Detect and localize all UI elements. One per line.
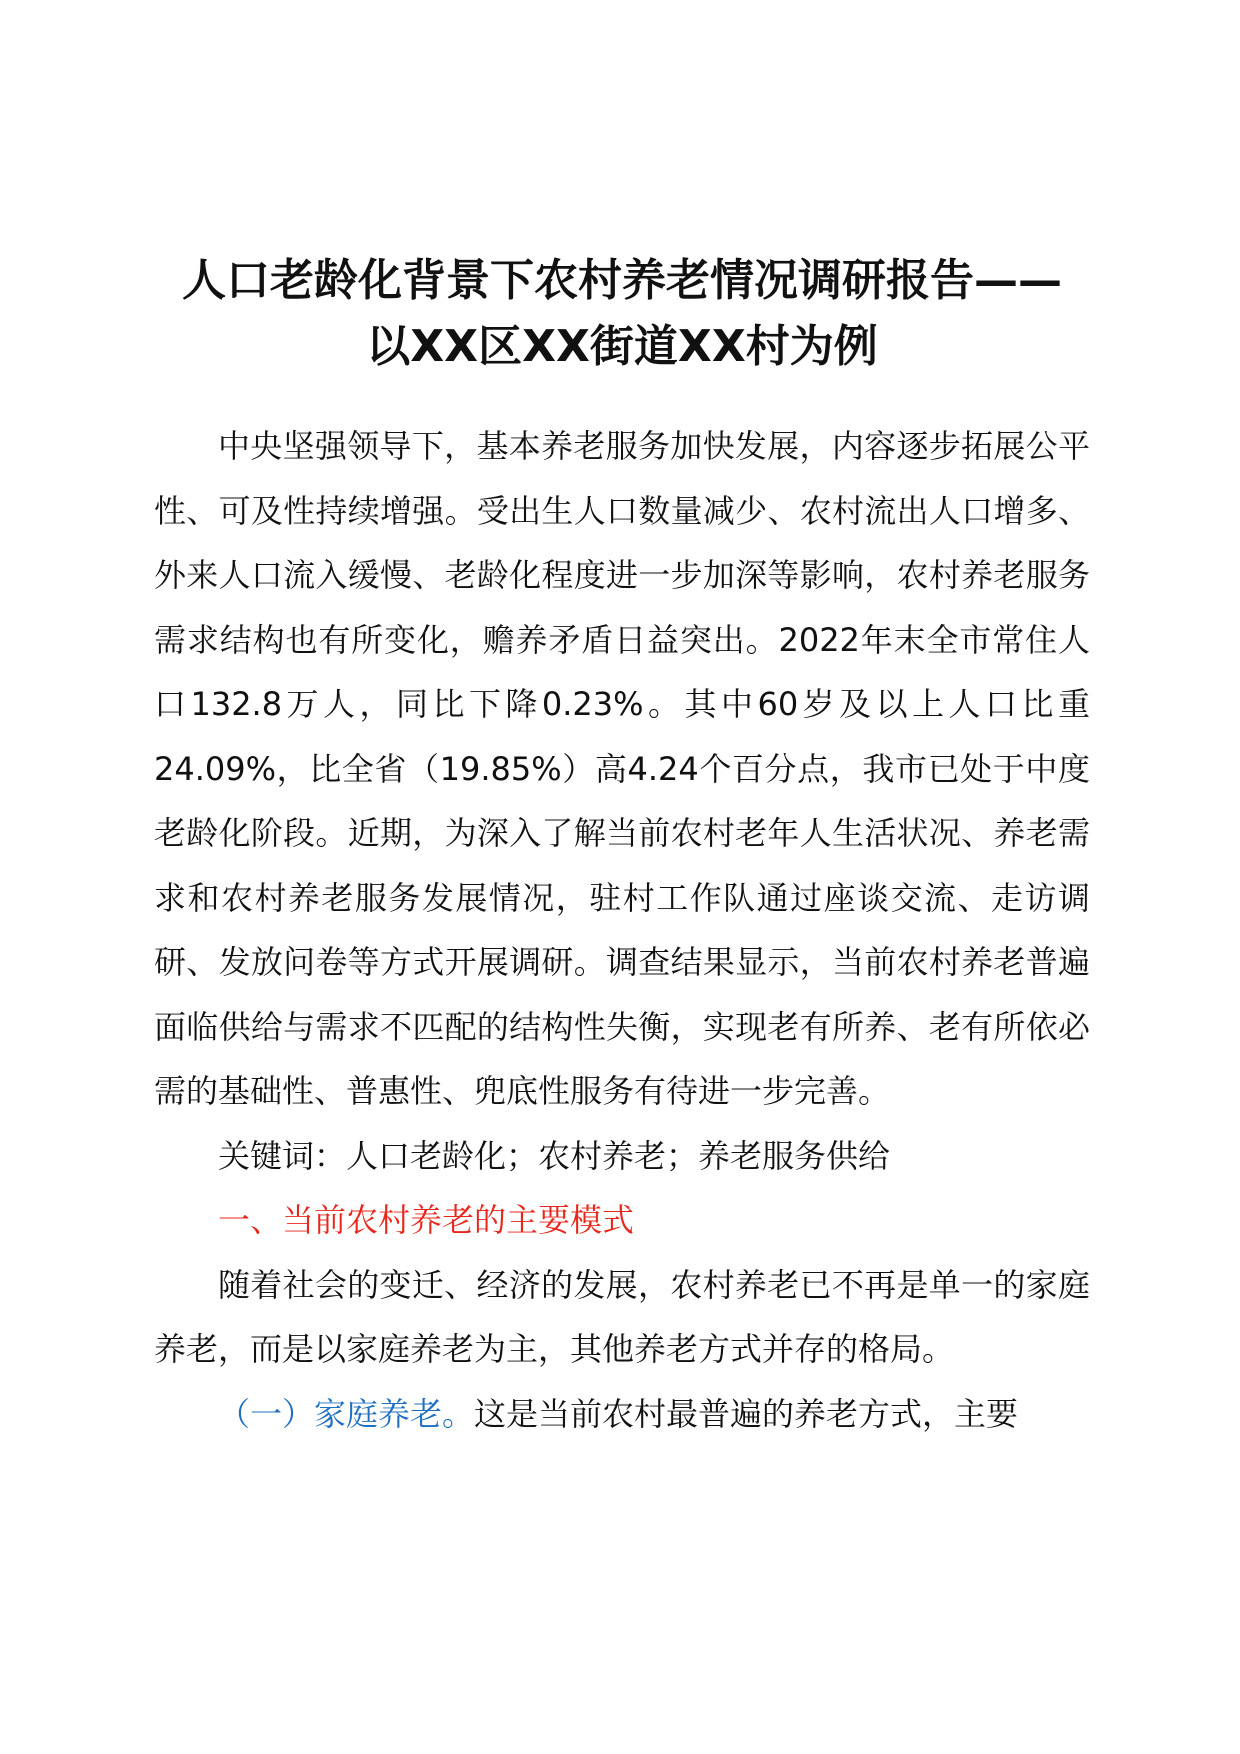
title-line-2: 以XX区XX街道XX村为例: [366, 321, 878, 372]
title-line-1: 人口老龄化背景下农村养老情况调研报告——: [182, 255, 1062, 306]
document-title: [154, 248, 1090, 380]
subsection-1-paragraph: [154, 1382, 1090, 1447]
section-1-heading: 一、当前农村养老的主要模式: [218, 1201, 635, 1239]
section-1-paragraph: 随着社会的变迁、经济的发展，农村养老已不再是单一的家庭养老，而是以家庭养老为主，其他养老方式并存的格局。: [154, 1265, 1090, 1368]
keywords-line: 关键词：人口老龄化；农村养老；养老服务供给: [218, 1136, 891, 1175]
page-content: [154, 248, 1090, 1446]
subsection-1-label: （一）家庭养老。: [218, 1394, 475, 1433]
document-body: [154, 414, 1090, 1446]
intro-paragraph: 中央坚强领导下，基本养老服务加快发展，内容逐步拓展公平性、可及性持续增强。受出生人口数量减少、农村流出人口增多、外来人口流入缓慢、老龄化程度进一步加深等影响，农村养老服务需求结构也有所变化，赡养矛盾日益突出。2022年末全市常住人口132.8万人，同比下降0.23%。其中60岁及以上人口比重24.09%，比全省（19.85%）高4.24个百分点，我市已处于中度老龄化阶段。近期，为深入了解当前农村老年人生活状况、养老需求和农村养老服务发展情况，驻村工作队通过座谈交流、走访调研、发放问卷等方式开展调研。调查结果显示，当前农村养老普遍面临供给与需求不匹配的结构性失衡，实现老有所养、老有所依必需的基础性、普惠性、兜底性服务有待进一步完善。: [154, 427, 1090, 1110]
subsection-1-text: 这是当前农村最普遍的养老方式，主要: [474, 1394, 1019, 1433]
